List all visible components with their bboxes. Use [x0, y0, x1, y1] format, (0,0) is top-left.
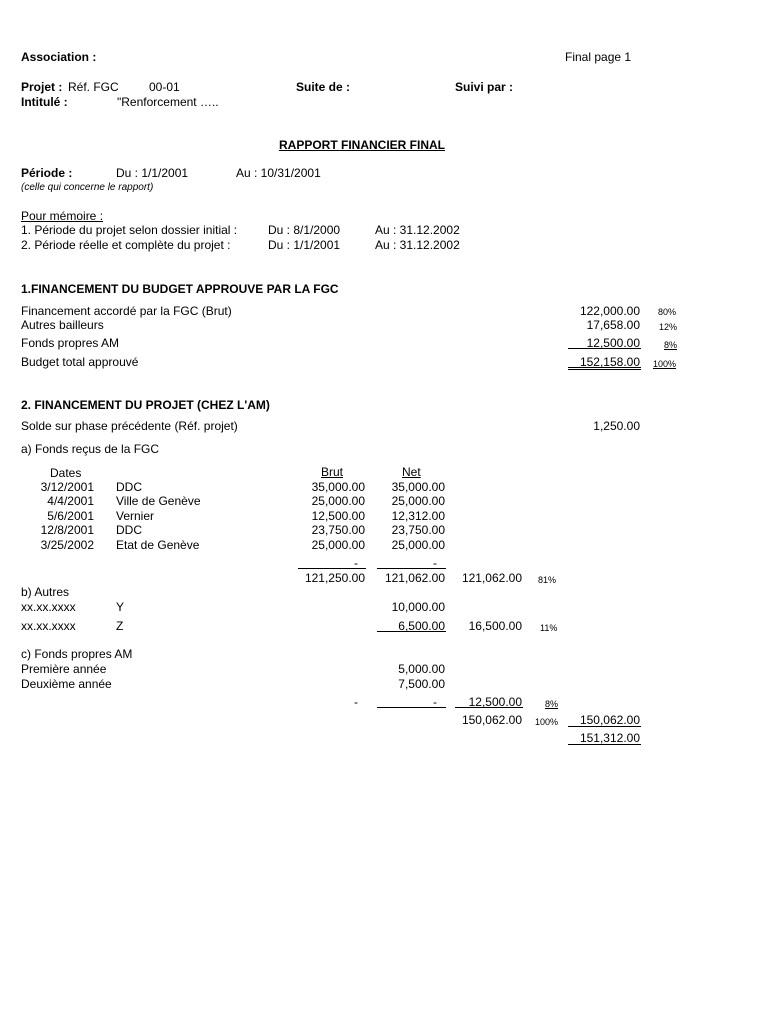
- others-total: 16,500.00: [468, 619, 522, 633]
- budget-row-pct: 12%: [659, 322, 678, 332]
- net-dash: -: [433, 556, 437, 570]
- fgc-row-net: 23,750.00: [391, 523, 445, 537]
- underline: [298, 568, 366, 569]
- budget-row-label: Financement accordé par la FGC (Brut): [21, 304, 232, 318]
- fgc-row-brut: 23,750.00: [311, 523, 365, 537]
- own-funds-label: c) Fonds propres AM: [21, 647, 133, 661]
- fgc-row-net: 35,000.00: [391, 480, 445, 494]
- fgc-row-source: Etat de Genève: [116, 538, 200, 552]
- report-title: RAPPORT FINANCIER FINAL: [279, 138, 445, 152]
- periode-au: Au : 10/31/2001: [236, 166, 321, 180]
- grand-total-right: 150,062.00: [579, 713, 640, 727]
- budget-row-label: Fonds propres AM: [21, 336, 120, 350]
- fgc-percent: 81%: [538, 575, 557, 585]
- fgc-row-date: 3/12/2001: [40, 480, 94, 494]
- intitule-value: "Renforcement …..: [117, 95, 219, 109]
- solde-amount: 1,250.00: [593, 419, 640, 433]
- others-row-amount: 6,500.00: [398, 619, 445, 633]
- fgc-row-source: Ville de Genève: [116, 494, 201, 508]
- memoire-line1-au: Au : 31.12.2002: [375, 223, 460, 237]
- section2-title: 2. FINANCEMENT DU PROJET (CHEZ L'AM): [21, 398, 270, 412]
- fgc-row-net: 25,000.00: [391, 538, 445, 552]
- second-year-label: Deuxième année: [21, 677, 112, 691]
- others-row-amount: 10,000.00: [391, 600, 445, 614]
- others-row-date: xx.xx.xxxx: [21, 600, 76, 614]
- others-label: b) Autres: [21, 585, 70, 599]
- own-funds-total: 12,500.00: [468, 695, 522, 709]
- projet-ref: Réf. FGC: [68, 80, 119, 94]
- fgc-row-date: 5/6/2001: [47, 509, 94, 523]
- others-row-source: Y: [116, 600, 125, 614]
- underline: [377, 631, 446, 632]
- final-total: 151,312.00: [579, 731, 640, 745]
- memoire-line1: 1. Période du projet selon dossier initial :: [21, 223, 238, 237]
- fgc-row-date: 3/25/2002: [40, 538, 94, 552]
- suivi-label: Suivi par :: [455, 80, 514, 94]
- intitule-label: Intitulé :: [21, 95, 68, 109]
- others-row-date: xx.xx.xxxx: [21, 619, 76, 633]
- memoire-line2-au: Au : 31.12.2002: [375, 238, 460, 252]
- budget-row-pct: 80%: [658, 307, 677, 317]
- section1-title: 1.FINANCEMENT DU BUDGET APPROUVE PAR LA FGC: [21, 282, 339, 296]
- brut-header: Brut: [321, 465, 344, 479]
- fgc-funds-label: a) Fonds reçus de la FGC: [21, 442, 160, 456]
- memoire-label: Pour mémoire :: [21, 209, 104, 223]
- underline: [568, 348, 641, 349]
- own-funds-percent: 8%: [545, 699, 559, 709]
- fgc-total-brut: 121,250.00: [304, 571, 365, 585]
- periode-label: Période :: [21, 166, 73, 180]
- fgc-row-date: 4/4/2001: [47, 494, 94, 508]
- fgc-row-brut: 12,500.00: [311, 509, 365, 523]
- fgc-total-column: 121,062.00: [461, 571, 522, 585]
- budget-row-amount: 12,500.00: [586, 336, 640, 350]
- budget-row-pct: 8%: [664, 340, 678, 350]
- underline: [568, 726, 641, 727]
- net-header: Net: [402, 465, 421, 479]
- first-year-amount: 5,000.00: [398, 662, 445, 676]
- fgc-total-net: 121,062.00: [384, 571, 445, 585]
- periode-note: (celle qui concerne le rapport): [21, 182, 154, 193]
- projet-number: 00-01: [149, 80, 180, 94]
- underline: [568, 744, 641, 745]
- others-percent: 11%: [540, 623, 558, 633]
- fgc-row-net: 25,000.00: [391, 494, 445, 508]
- underline: [377, 568, 446, 569]
- association-label: Association :: [21, 50, 97, 64]
- fgc-row-source: Vernier: [116, 509, 155, 523]
- fgc-row-source: DDC: [116, 480, 142, 494]
- page-label: Final page 1: [565, 50, 632, 64]
- dates-header: Dates: [50, 466, 82, 480]
- periode-du: Du : 1/1/2001: [116, 166, 189, 180]
- others-row-source: Z: [116, 619, 124, 633]
- grand-total-percent: 100%: [535, 717, 559, 727]
- underline: [568, 367, 641, 368]
- fgc-row-net: 12,312.00: [391, 509, 445, 523]
- own-funds-dash: -: [354, 695, 358, 709]
- fgc-row-brut: 25,000.00: [311, 538, 365, 552]
- memoire-line1-du: Du : 8/1/2000: [268, 223, 341, 237]
- grand-total: 150,062.00: [461, 713, 522, 727]
- second-year-amount: 7,500.00: [398, 677, 445, 691]
- fgc-row-brut: 35,000.00: [311, 480, 365, 494]
- budget-row-amount: 152,158.00: [579, 355, 640, 369]
- fgc-row-date: 12/8/2001: [40, 523, 94, 537]
- budget-row-amount: 122,000.00: [579, 304, 640, 318]
- solde-label: Solde sur phase précédente (Réf. projet): [21, 419, 238, 433]
- projet-label: Projet :: [21, 80, 63, 94]
- memoire-line2-du: Du : 1/1/2001: [268, 238, 341, 252]
- underline: [568, 369, 641, 370]
- budget-row-pct: 100%: [653, 359, 677, 369]
- underline: [455, 707, 523, 708]
- budget-row-label: Autres bailleurs: [21, 318, 104, 332]
- brut-dash: -: [354, 556, 358, 570]
- memoire-line2: 2. Période réelle et complète du projet :: [21, 238, 231, 252]
- first-year-label: Première année: [21, 662, 107, 676]
- own-funds-net-dash: -: [433, 695, 437, 709]
- budget-row-amount: 17,658.00: [586, 318, 640, 332]
- budget-row-label: Budget total approuvé: [21, 355, 139, 369]
- suite-label: Suite de :: [296, 80, 351, 94]
- fgc-row-brut: 25,000.00: [311, 494, 365, 508]
- fgc-row-source: DDC: [116, 523, 142, 537]
